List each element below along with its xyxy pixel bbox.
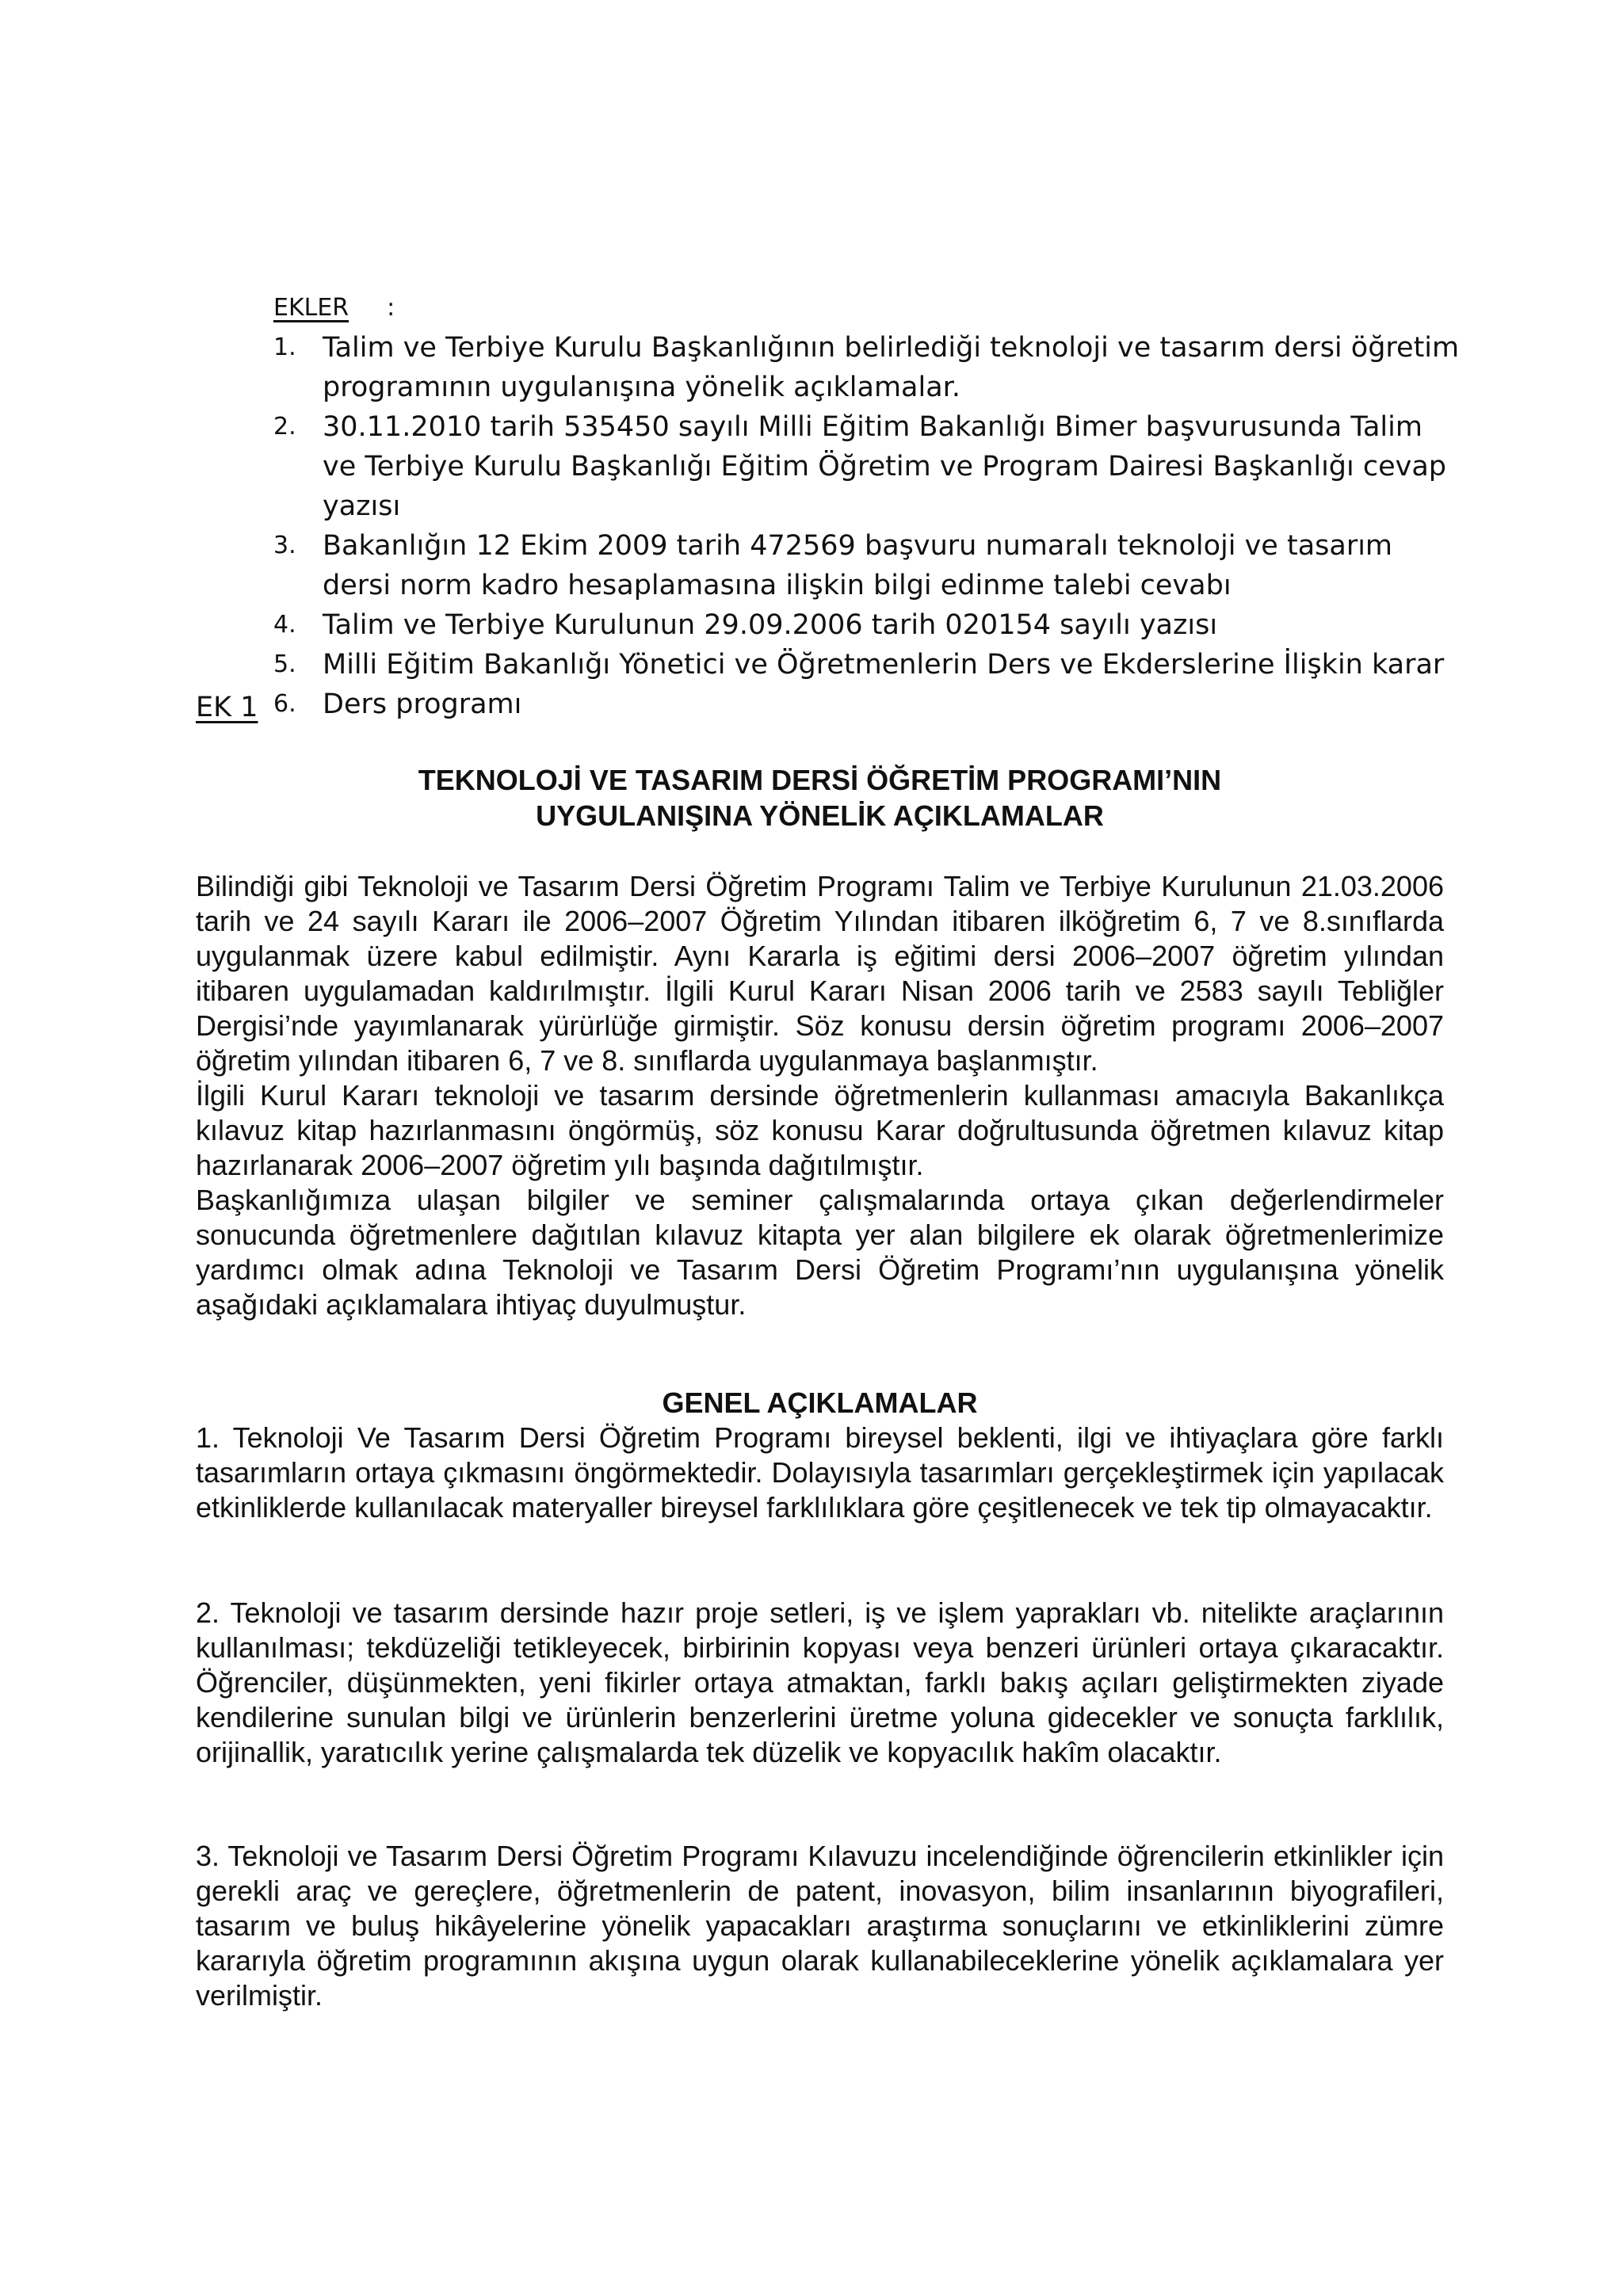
attachment-item [273,645,1462,685]
attachments-block [273,287,1462,724]
attachments-heading-colon: : [387,294,395,322]
document-title [196,762,1444,833]
section-heading: GENEL AÇIKLAMALAR [662,1386,978,1419]
attachment-text: Talim ve Terbiye Kurulu Başkanlığının belirlediği teknoloji ve tasarım dersi öğretim programının uygulanışına yönelik açıklamalar. [323,332,1460,403]
general-item [196,1596,1444,1770]
general-item [196,1421,1444,1525]
document-title-line-1: TEKNOLOJİ VE TASARIM DERSİ ÖĞRETİM PROGRAMI’NIN [418,764,1222,796]
attachment-number: 3. [273,532,296,559]
attachment-number: 2. [273,413,296,441]
attachments-heading [273,288,395,328]
intro-paragraph: Bilindiği gibi Teknoloji ve Tasarım Dersi Öğretim Programı Talim ve Terbiye Kurulunun 21.03.2006 tarih ve 24 sayılı Kararı ile 2006–2007 Öğretim Yılından itibaren ilköğretim 6, 7 ve 8.sınıflarda uygulanmak üzere kabul edilmiştir. Aynı Kararla iş eğitimi dersi 2006–2007 öğretim yılından itibaren uygulamadan kaldırılmıştır. İlgili Kurul Kararı Nisan 2006 tarih ve 2583 sayılı Tebliğler Dergisi’nde yayımlanarak yürürlüğe girmiştir. Söz konusu dersin öğretim programı 2006–2007 öğretim yılından itibaren 6, 7 ve 8. sınıflarda uygulanmaya başlanmıştır. [196,870,1444,1077]
general-item-text: 3. Teknoloji ve Tasarım Dersi Öğretim Programı Kılavuzu incelendiğinde öğrencilerin etkinlikler için gerekli araç ve gereçlere, öğretmenlerin de patent, inovasyon, bilim insanlarının biyografileri, tasarım ve buluş hikâyelerine yönelik yapacakları araştırma sonuçlarını ve etkinliklerini zümre kararıyla öğretim programının akışına uygun olarak kullanabileceklerine yönelik açıklamalara yer verilmiştir. [196,1840,1444,2012]
attachment-item [273,526,1462,605]
intro-paragraph: Başkanlığımıza ulaşan bilgiler ve seminer çalışmalarında ortaya çıkan değerlendirmeler sonucunda öğretmenlere dağıtılan kılavuz kitapta yer alan bilgilere ek olarak öğretmenlerimize yardımcı olmak adına Teknoloji ve Tasarım Dersi Öğretim Programı’nın uygulanışına yönelik aşağıdaki açıklamalara ihtiyaç duyulmuştur. [196,1184,1444,1321]
attachment-text: Talim ve Terbiye Kurulunun 29.09.2006 tarih 020154 sayılı yazısı [323,609,1218,641]
general-item-text: 1. Teknoloji Ve Tasarım Dersi Öğretim Programı bireysel beklenti, ilgi ve ihtiyaçlara göre farklı tasarımların ortaya çıkmasını öngörmektedir. Dolayısıyla tasarımları gerçekleştirmek için yapılacak etkinliklerde kullanılacak materyaller bireysel farklılıklara göre çeşitlenecek ve tek tip olmayacaktır. [196,1421,1444,1524]
document-title-line-2: UYGULANIŞINA YÖNELİK AÇIKLAMALAR [536,799,1104,832]
intro-section [196,869,1444,1322]
attachment-item [273,605,1462,645]
attachment-number: 4. [273,611,296,639]
attachments-heading-label: EKLER [273,294,349,322]
intro-paragraph: İlgili Kurul Kararı teknoloji ve tasarım dersinde öğretmenlerin kullanması amacıyla Bakanlıkça kılavuz kitap hazırlanmasını öngörmüş, söz konusu Karar doğrultusunda öğretmen kılavuz kitap hazırlanarak 2006–2007 öğretim yılı başında dağıtılmıştır. [196,1079,1444,1181]
attachment-text: Milli Eğitim Bakanlığı Yönetici ve Öğretmenlerin Ders ve Ekderslerine İlişkin karar [323,649,1445,681]
attachment-number: 1. [273,334,296,361]
attachment-item [273,685,1462,724]
attachment-number: 6. [273,690,296,718]
attachment-item [273,407,1462,526]
attachment-item [273,328,1462,407]
annex-label: EK 1 [196,692,258,723]
attachment-text: Bakanlığın 12 Ekim 2009 tarih 472569 başvuru numaralı teknoloji ve tasarım dersi norm kadro hesaplamasına ilişkin bilgi edinme talebi cevabı [323,530,1393,601]
general-item-text: 2. Teknoloji ve tasarım dersinde hazır proje setleri, iş ve işlem yaprakları vb. nitelikte araçlarının kullanılması; tekdüzeliği tetikleyecek, birbirinin kopyası veya benzeri ürünleri ortaya çıkaracaktır. Öğrenciler, düşünmekten, yeni fikirler ortaya atmaktan, farklı bakış açıları geliştirmekten ziyade kendilerine sunulan bilgi ve ürünlerin benzerlerini üretme yoluna gidecekler ve sonuçta farklılık, orijinallik, yaratıcılık yerine çalışmalarda tek düzelik ve kopyacılık hakîm olacaktır. [196,1596,1444,1768]
general-item [196,1839,1444,2013]
attachment-text: Ders programı [323,688,522,720]
attachment-text: 30.11.2010 tarih 535450 sayılı Milli Eğitim Bakanlığı Bimer başvurusunda Talim ve Terbiye Kurulu Başkanlığı Eğitim Öğretim ve Program Dairesi Başkanlığı cevap yazısı [323,411,1447,522]
attachments-list [273,328,1462,724]
attachment-number: 5. [273,650,296,678]
